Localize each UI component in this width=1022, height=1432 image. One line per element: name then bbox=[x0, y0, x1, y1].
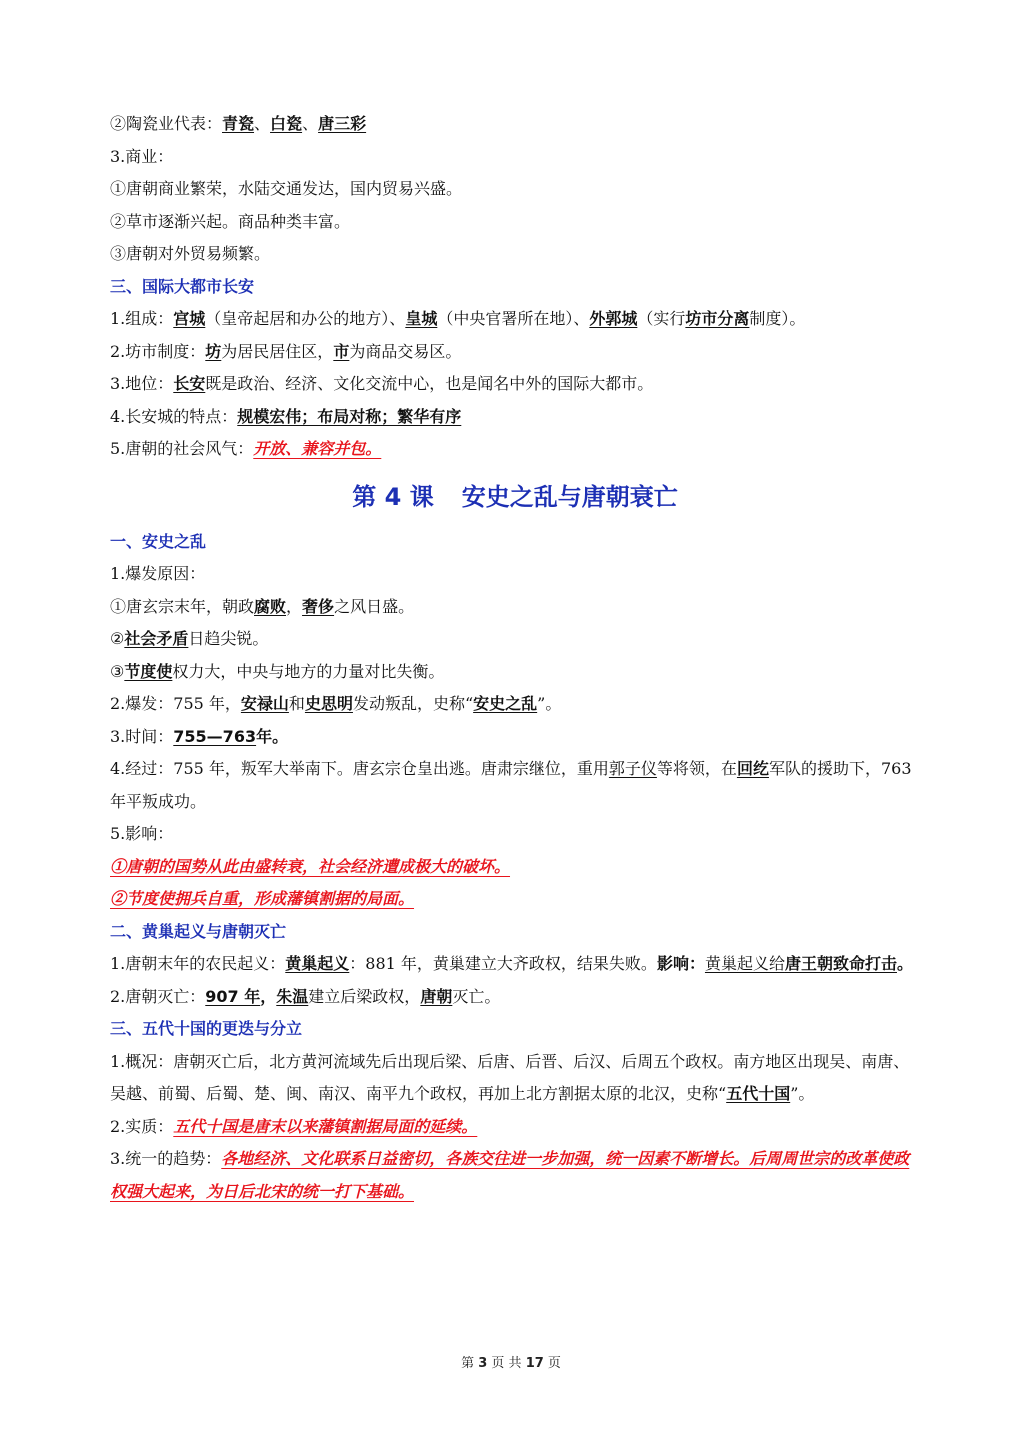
fall-line bbox=[110, 981, 920, 1014]
keyword: 安禄山 bbox=[240, 694, 289, 713]
essence-line bbox=[110, 1111, 920, 1144]
changan-features bbox=[110, 401, 920, 434]
keyword: 史思明 bbox=[304, 694, 353, 713]
text: 灭亡。 bbox=[452, 986, 501, 1006]
keyword: 白瓷 bbox=[270, 114, 303, 133]
text: 和 bbox=[288, 694, 305, 713]
text: 、 bbox=[302, 114, 319, 133]
cause-item bbox=[110, 623, 920, 656]
text: 日趋尖锐。 bbox=[188, 629, 269, 648]
highlight-text: ①唐朝的国势从此由盛转衰，社会经济遭成极大的破坏。 bbox=[110, 856, 511, 876]
section-heading: 三、五代十国的更迭与分立 bbox=[110, 1019, 303, 1038]
impact-title: 5.影响： bbox=[110, 824, 174, 843]
lesson-title bbox=[110, 474, 920, 520]
course-line bbox=[110, 753, 920, 818]
keyword: 黄巢起义 bbox=[285, 954, 350, 973]
text: 发动叛乱，史称“ bbox=[352, 694, 474, 713]
text: ， bbox=[286, 596, 303, 616]
ceramics-line bbox=[110, 108, 920, 141]
text: 2.爆发：755 年， bbox=[110, 694, 241, 713]
underlined-text: 黄巢起义给 bbox=[704, 954, 785, 973]
commerce-title: 3.商业： bbox=[110, 146, 174, 166]
keyword: 节度使 bbox=[124, 661, 173, 681]
text: 4.经过：755 年，叛军大举南下。唐玄宗仓皇出逃。唐肃宗继位，重用 bbox=[110, 759, 609, 778]
keyword: 五代十国 bbox=[726, 1084, 791, 1103]
keyword: 朱温 bbox=[276, 986, 309, 1006]
text: 权力大，中央与地方的力量对比失衡。 bbox=[172, 661, 445, 681]
text: 3.统一的趋势： bbox=[110, 1149, 222, 1168]
section-heading: 一、安史之乱 bbox=[110, 531, 207, 551]
text: 为商品交易区。 bbox=[349, 341, 462, 361]
text: 等将领，在 bbox=[656, 759, 737, 778]
total-pages: 17 bbox=[525, 1356, 544, 1371]
text: ①唐玄宗末年，朝政 bbox=[110, 596, 255, 616]
keyword: 回纥 bbox=[736, 759, 769, 778]
section-heading: 二、黄巢起义与唐朝灭亡 bbox=[110, 921, 287, 941]
changan-status bbox=[110, 368, 920, 401]
commerce-item: ①唐朝商业繁荣，水陆交通发达，国内贸易兴盛。 bbox=[110, 179, 463, 198]
bold-text: ， bbox=[260, 986, 277, 1006]
text: 第 bbox=[461, 1356, 475, 1371]
text: 之风日盛。 bbox=[334, 596, 415, 616]
lesson-name: 安史之乱与唐朝衰亡 bbox=[461, 482, 678, 511]
keyword: 外郭城 bbox=[589, 309, 638, 328]
overview-line bbox=[110, 1046, 920, 1111]
text: 4.长安城的特点： bbox=[110, 406, 238, 426]
text: 3.地位： bbox=[110, 374, 174, 393]
bold-text: 影响： bbox=[656, 954, 705, 973]
text: 1.组成： bbox=[110, 309, 174, 328]
text: 1.唐朝末年的农民起义： bbox=[110, 954, 286, 973]
text: 1.概况：唐朝灭亡后，北方黄河流域先后出现后梁、后唐、后晋、后汉、后周五个政权。南方地区出现吴、南唐、吴越、前蜀、后蜀、楚、闽、南汉、南平九个政权，再加上北方割据太原的北汉，史称“ bbox=[110, 1051, 910, 1103]
text: （实行 bbox=[637, 309, 686, 328]
text: 3.时间： bbox=[110, 726, 174, 746]
keyword: 青瓷 bbox=[222, 114, 255, 133]
section-heading: 三、国际大都市长安 bbox=[110, 276, 255, 296]
outbreak-line bbox=[110, 688, 920, 721]
keyword: 社会矛盾 bbox=[124, 629, 189, 648]
text: 2.坊市制度： bbox=[110, 341, 206, 361]
cause-title: 1.爆发原因： bbox=[110, 564, 206, 583]
text: 建立后梁政权， bbox=[308, 986, 421, 1006]
changan-fangshi bbox=[110, 336, 920, 369]
keyword: 坊市分离 bbox=[685, 309, 750, 328]
changan-ethos bbox=[110, 433, 920, 466]
keyword: 长安 bbox=[173, 374, 206, 393]
keyword: 安史之乱 bbox=[473, 694, 538, 713]
underlined-text: 郭子仪 bbox=[608, 759, 657, 778]
text: （皇帝起居和办公的地方）、 bbox=[205, 309, 406, 328]
keyword: 宫城 bbox=[173, 309, 206, 328]
lesson-number: 第 4 课 bbox=[352, 482, 434, 511]
bold-text: 。 bbox=[896, 954, 913, 973]
trend-line bbox=[110, 1143, 920, 1208]
keyword: 市 bbox=[333, 341, 350, 361]
uprising-line bbox=[110, 948, 920, 981]
text: （中央官署所在地）、 bbox=[437, 309, 590, 328]
impact-item bbox=[110, 883, 920, 916]
commerce-item: ②草市逐渐兴起。商品种类丰富。 bbox=[110, 211, 351, 231]
text: ”。 bbox=[537, 694, 562, 713]
bold-text: 年。 bbox=[256, 726, 289, 746]
text: ② bbox=[110, 629, 125, 648]
keyword: 755—763 bbox=[173, 726, 257, 746]
keyword: 规模宏伟；布局对称；繁华有序 bbox=[237, 406, 462, 426]
keyword: 唐朝 bbox=[420, 986, 453, 1006]
keyword: 907 年 bbox=[205, 986, 261, 1006]
page-footer bbox=[0, 1352, 1022, 1371]
text: ”。 bbox=[790, 1084, 815, 1103]
text: 页 bbox=[547, 1356, 561, 1371]
text: ：881 年，黄巢建立大齐政权，结果失败。 bbox=[349, 954, 657, 973]
changan-composition bbox=[110, 303, 920, 336]
keyword: 皇城 bbox=[405, 309, 438, 328]
text: ②陶瓷业代表： bbox=[110, 114, 223, 133]
text: 制度）。 bbox=[749, 309, 806, 328]
text: 页 共 bbox=[491, 1356, 522, 1371]
text: 2.实质： bbox=[110, 1116, 174, 1136]
highlight-text: ②节度使拥兵自重，形成藩镇割据的局面。 bbox=[110, 889, 415, 908]
keyword: 唐王朝致命打击 bbox=[784, 954, 897, 973]
keyword: 坊 bbox=[205, 341, 222, 361]
highlight-text: 开放、兼容并包。 bbox=[253, 439, 382, 458]
highlight-text: 五代十国是唐末以来藩镇割据局面的延续。 bbox=[173, 1116, 478, 1136]
text: 为居民居住区， bbox=[221, 341, 334, 361]
cause-item bbox=[110, 656, 920, 689]
page-number: 3 bbox=[478, 1356, 488, 1371]
impact-item bbox=[110, 851, 920, 884]
text: 既是政治、经济、文化交流中心，也是闻名中外的国际大都市。 bbox=[205, 374, 654, 393]
time-line bbox=[110, 721, 920, 754]
highlight-text: 各地经济、文化联系日益密切，各族交往进一步加强，统一因素不断增长。后周周世宗的改革使政权强大起来，为日后北宋的统一打下基础。 bbox=[110, 1149, 910, 1201]
keyword: 腐败 bbox=[254, 596, 287, 616]
keyword: 唐三彩 bbox=[318, 114, 367, 133]
commerce-item: ③唐朝对外贸易频繁。 bbox=[110, 244, 271, 263]
text: ③ bbox=[110, 661, 125, 681]
document-page bbox=[110, 108, 920, 1208]
text: 2.唐朝灭亡： bbox=[110, 986, 206, 1006]
text: 军队的援助下，763 年平叛成功。 bbox=[110, 759, 912, 811]
keyword: 奢侈 bbox=[302, 596, 335, 616]
text: 、 bbox=[254, 114, 271, 133]
cause-item bbox=[110, 591, 920, 624]
text: 5.唐朝的社会风气： bbox=[110, 439, 254, 458]
